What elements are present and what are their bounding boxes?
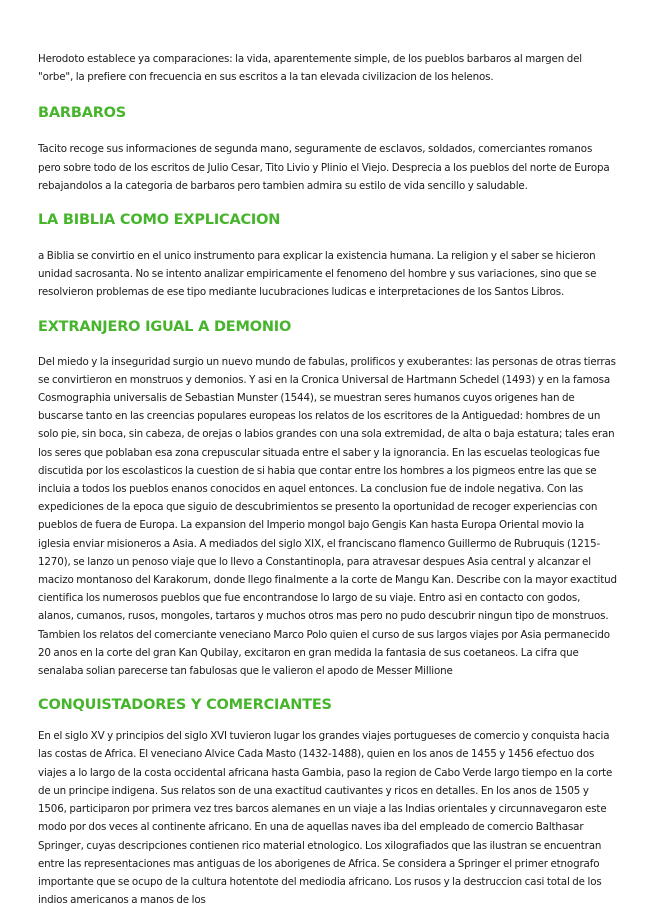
heading-extranjero: EXTRANJERO IGUAL A DEMONIO: [38, 318, 292, 335]
paragraph-conquistadores: En el siglo XV y principios del siglo XVI tuvieron lugar los grandes viajes portugueses de comercio y conquista hacia las costas de Africa. El veneciano Alvice Cada Masto (1432-1488), quien en los anos de 1455 y 1456 efectuo dos viajes a lo largo de la costa occidental africana hasta Gambia, paso la region de Cabo Verde largo tiempo en la corte de un principe indigena. Sus relatos son de una exactitud cautivantes y ricos en detalles. En los anos de 1505 y 1506, participaron por primera vez tres barcos alemanes en un viaje a las Indias orientales y circunnavegaron este modo por dos veces al continente africano. En una de aquellas naves iba del empleado de comercio Balthasar Springer, cuyas descripciones contienen rico material etnologico. Los xilografiados que las ilustran se encuentran entre las representaciones mas antiguas de los aborigenes de Africa. Se considera a Springer el primer etnografo importante que se ocupo de la cultura hotentote del mediodia africano. Los rusos y la destruccion casi total de los indios americanos a manos de los: [38, 730, 613, 907]
paragraph-biblia: a Biblia se convirtio en el unico instrumento para explicar la existencia humana. La religion y el saber se hicieron unidad sacrosanta. No se intento analizar empiricamente el fenomeno del hombre y sus variaciones, sino que se resolvieron problemas de ese tipo mediante lucubraciones ludicas e interpretaciones de los Santos Libros.: [38, 250, 597, 299]
paragraph-barbaros: Tacito recoge sus informaciones de segunda mano, seguramente de esclavos, soldados, comerciantes romanos pero sobre todo de los escritos de Julio Cesar, Tito Livio y Plinio el Viejo. Desprecia a los pueblos del norte de Europa rebajandolos a la categoria de barbaros pero tambien admira su estilo de vida sencillo y saludable.: [38, 143, 610, 192]
heading-conquistadores: CONQUISTADORES Y COMERCIANTES: [38, 697, 332, 714]
paragraph-extranjero: Del miedo y la inseguridad surgio un nuevo mundo de fabulas, prolificos y exuberantes: las personas de otras tierras se convirtieron en monstruos y demonios. Y asi en la Cronica Universal de Hartmann Schedel (1493) y en la famosa Cosmographia universalis de Sebastian Munster (1544), se muestran seres humanos cuyos origenes han de buscarse tanto en las creencias populares europeas los relatos de los escritores de la Antiguedad: hombres de un solo pie, sin boca, sin cabeza, de orejas o labios grandes con una sola extremidad, de alta o baja estatura; tales eran los seres que poblaban esa zona crepuscular situada entre el saber y la ignorancia. En las escuelas teologicas fue discutida por los escolasticos la cuestion de si habia que contar entre los hombres a los pigmeos entre las que se incluia a todos los pueblos enanos conocidos en aquel entonces. La conclusion fue de indole negativa. Con las expediciones de la epoca que siguio de descubrimientos se presento la oportunidad de recoger experiencias con pueblos de fuera de Europa. La expansion del Imperio mongol bajo Gengis Kan hasta Europa Oriental movio la iglesia enviar misioneros a Asia. A mediados del siglo XIX, el franciscano flamenco Guillermo de Rubruquis (1215-1270), se lanzo un penoso viaje que lo llevo a Constantinopla, para atravesar despues Asia central y alcanzar el macizo montanoso del Karakorum, donde llego finalmente a la corte de Mangu Kan. Describe con la mayor exactitud cientifica los numerosos pueblos que fue encontrandose lo largo de su viaje. Entro asi en contacto con godos, alanos, cumanos, rusos, mongoles, tartaros y muchos otros mas pero no pudo descubrir ningun tipo de monstruos. Tambien los relatos del comerciante veneciano Marco Polo quien el curso de sus largos viajes por Asia permanecido 20 anos en la corte del gran Kan Qubilay, excitaron en gran medida la fantasia de sus coetaneos. La cifra que senalaba solian parecerse tan fabulosas que le valieron el apodo de Messer Millione: [38, 355, 617, 678]
heading-barbaros: BARBAROS: [38, 105, 127, 122]
heading-biblia: LA BIBLIA COMO EXPLICACION: [38, 212, 281, 229]
intro-paragraph: Herodoto establece ya comparaciones: la vida, aparentemente simple, de los pueblos barbaros al margen del "orbe", la prefiere con frecuencia en sus escritos a la tan elevada civilizacion de los helenos.: [38, 53, 583, 84]
